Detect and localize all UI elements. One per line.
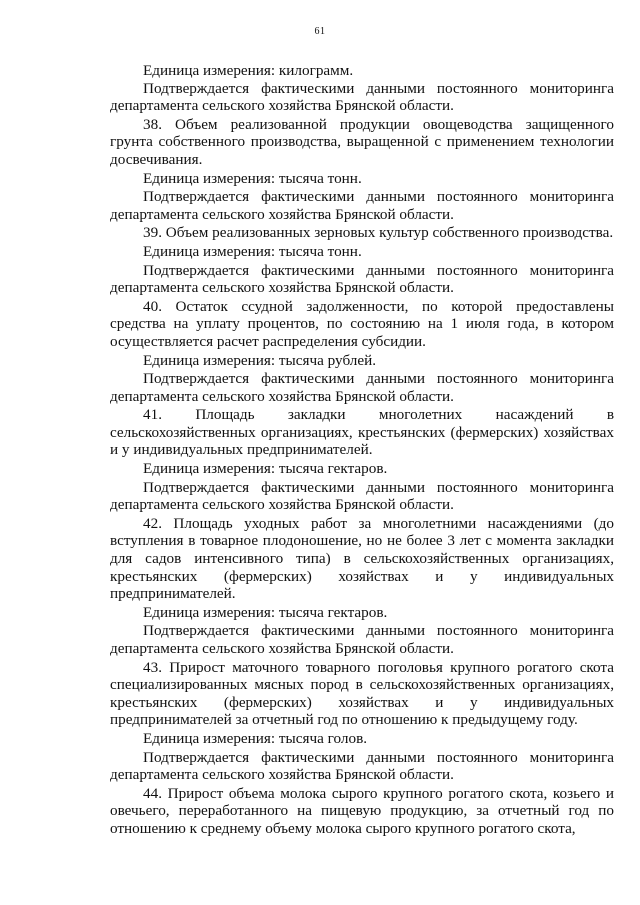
unit-paragraph: Единица измерения: тысяча тонн. — [143, 169, 362, 187]
item-42-paragraph: 42. Площадь уходных работ за многолетними насаждениями (до вступления в товарное плодоношение, но не более 3 лет с момента закладки для садов интенсивного типа) в сельскохозяйственных организациях, крестьянских (фермерских) хозяйствах и у индивидуальных предпринимателей. — [110, 514, 614, 603]
confirmation-paragraph: Подтверждается фактическими данными постоянного мониторинга департамента сельского хозяйства Брянской области. — [110, 79, 614, 115]
page-number: 61 — [314, 26, 326, 37]
confirmation-paragraph: Подтверждается фактическими данными постоянного мониторинга департамента сельского хозяйства Брянской области. — [110, 622, 614, 657]
item-38-paragraph: 38. Объем реализованной продукции овощеводства защищенного грунта собственного производства, выращенной с применением технологии досвечивания. — [110, 115, 614, 168]
item-44-paragraph: 44. Прирост объема молока сырого крупного рогатого скота, козьего и овечьего, переработанного на пищевую продукцию, за отчетный год по отношению к среднему объему молока сырого крупного рогатого скота, — [110, 784, 614, 837]
unit-paragraph: Единица измерения: тысяча тонн. — [143, 242, 362, 260]
unit-paragraph: Единица измерения: тысяча голов. — [143, 729, 368, 747]
confirmation-paragraph: Подтверждается фактическими данными постоянного мониторинга департамента сельского хозяйства Брянской области. — [110, 478, 614, 514]
confirmation-paragraph: Подтверждается фактическими данными постоянного мониторинга департамента сельского хозяйства Брянской области. — [110, 261, 614, 297]
item-40-paragraph: 40. Остаток ссудной задолженности, по которой предоставлены средства на уплату процентов, по состоянию на 1 июля года, в котором осуществляется расчет распределения субсидии. — [110, 297, 614, 350]
unit-paragraph: Единица измерения: тысяча гектаров. — [143, 460, 388, 478]
unit-paragraph: Единица измерения: тысяча гектаров. — [143, 603, 388, 621]
confirmation-paragraph: Подтверждается фактическими данными постоянного мониторинга департамента сельского хозяйства Брянской области. — [110, 188, 614, 223]
item-39-paragraph: 39. Объем реализованных зерновых культур собственного производства. — [143, 224, 614, 242]
unit-paragraph: Единица измерения: килограмм. — [143, 62, 354, 79]
confirmation-paragraph: Подтверждается фактическими данными постоянного мониторинга департамента сельского хозяйства Брянской области. — [110, 370, 614, 405]
item-43-paragraph: 43. Прирост маточного товарного поголовья крупного рогатого скота специализированных мясных пород в сельскохозяйственных организациях, крестьянских (фермерских) хозяйствах и у индивидуальных предпринимателей за отчетный год по отношению к предыдущему году. — [110, 658, 614, 729]
item-41-paragraph: 41. Площадь закладки многолетних насаждений в сельскохозяйственных организациях, крестьянских (фермерских) хозяйствах и у индивидуальных предпринимателей. — [110, 406, 614, 459]
document-body — [110, 62, 614, 838]
unit-paragraph: Единица измерения: тысяча рублей. — [143, 351, 377, 369]
confirmation-paragraph: Подтверждается фактическими данными постоянного мониторинга департамента сельского хозяйства Брянской области. — [110, 748, 614, 784]
